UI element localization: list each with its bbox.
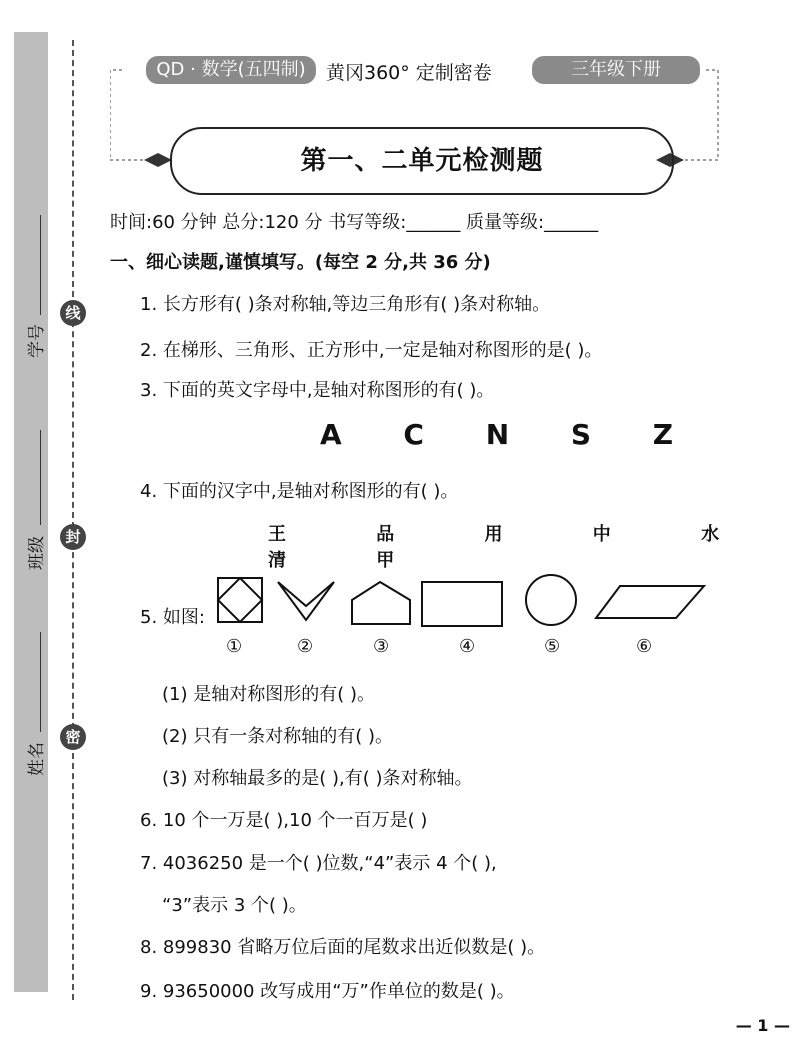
question-3-letters: A C N S Z [320, 418, 700, 451]
question-4: 4. 下面的汉字中,是轴对称图形的有( )。 [140, 481, 459, 502]
figure-5-circle [526, 575, 576, 625]
exam-info: 时间:60 分钟 总分:120 分 书写等级:______ 质量等级:______ [110, 212, 599, 233]
figure-label-4: ④ [459, 636, 476, 657]
figure-label-3: ③ [373, 636, 390, 657]
question-5-sub-3: (3) 对称轴最多的是( ),有( )条对称轴。 [162, 768, 473, 789]
figure-2-v-shape [278, 582, 334, 620]
question-5-figures [210, 570, 720, 632]
class-blank [40, 430, 41, 525]
question-5-sub-1: (1) 是轴对称图形的有( )。 [162, 684, 375, 705]
question-3: 3. 下面的英文字母中,是轴对称图形的有( )。 [140, 380, 495, 401]
question-9: 9. 93650000 改写成用“万”作单位的数是( )。 [140, 981, 515, 1002]
student-no-blank [40, 215, 41, 315]
name-label: 姓名 [27, 742, 47, 776]
question-5-intro: 5. 如图: [140, 607, 205, 628]
question-1: 1. 长方形有( )条对称轴,等边三角形有( )条对称轴。 [140, 294, 551, 315]
subject-tag: QD · 数学(五四制) [146, 56, 316, 84]
figure-label-5: ⑤ [544, 636, 561, 657]
name-blank [40, 632, 41, 732]
seal-char-xian: 线 [60, 300, 86, 326]
question-6: 6. 10 个一万是( ),10 个一百万是( ) [140, 810, 428, 831]
question-2: 2. 在梯形、三角形、正方形中,一定是轴对称图形的是( )。 [140, 340, 603, 361]
figure-label-1: ① [226, 636, 243, 657]
page-number: — 1 — [735, 1016, 790, 1035]
seal-char-mi: 密 [60, 724, 86, 750]
binding-sidebar [14, 32, 48, 992]
question-8: 8. 899830 省略万位后面的尾数求出近似数是( )。 [140, 937, 546, 958]
figure-label-6: ⑥ [636, 636, 653, 657]
seal-char-feng: 封 [60, 524, 86, 550]
figure-3-pentagon [352, 582, 410, 624]
binding-dashed-line [72, 40, 74, 1000]
class-label: 班级 [27, 536, 47, 570]
question-5-sub-2: (2) 只有一条对称轴的有( )。 [162, 726, 393, 747]
figure-1-square-with-diamond [218, 578, 262, 622]
figure-6-parallelogram [596, 586, 704, 618]
grade-tag: 三年级下册 [532, 56, 700, 84]
page-title: 第一、二单元检测题 [300, 146, 544, 176]
figure-4-rectangle [422, 582, 502, 626]
question-7-line-2: “3”表示 3 个( )。 [162, 895, 307, 916]
question-7-line-1: 7. 4036250 是一个( )位数,“4”表示 4 个( ), [140, 853, 497, 874]
section-1-heading: 一、细心读题,谨慎填写。(每空 2 分,共 36 分) [110, 252, 491, 273]
brand-title: 黄冈360° 定制密卷 [326, 62, 492, 84]
question-4-characters: 王 品 用 中 水 清 甲 [268, 524, 762, 571]
student-no-label: 学号 [27, 324, 47, 358]
figure-label-2: ② [297, 636, 314, 657]
